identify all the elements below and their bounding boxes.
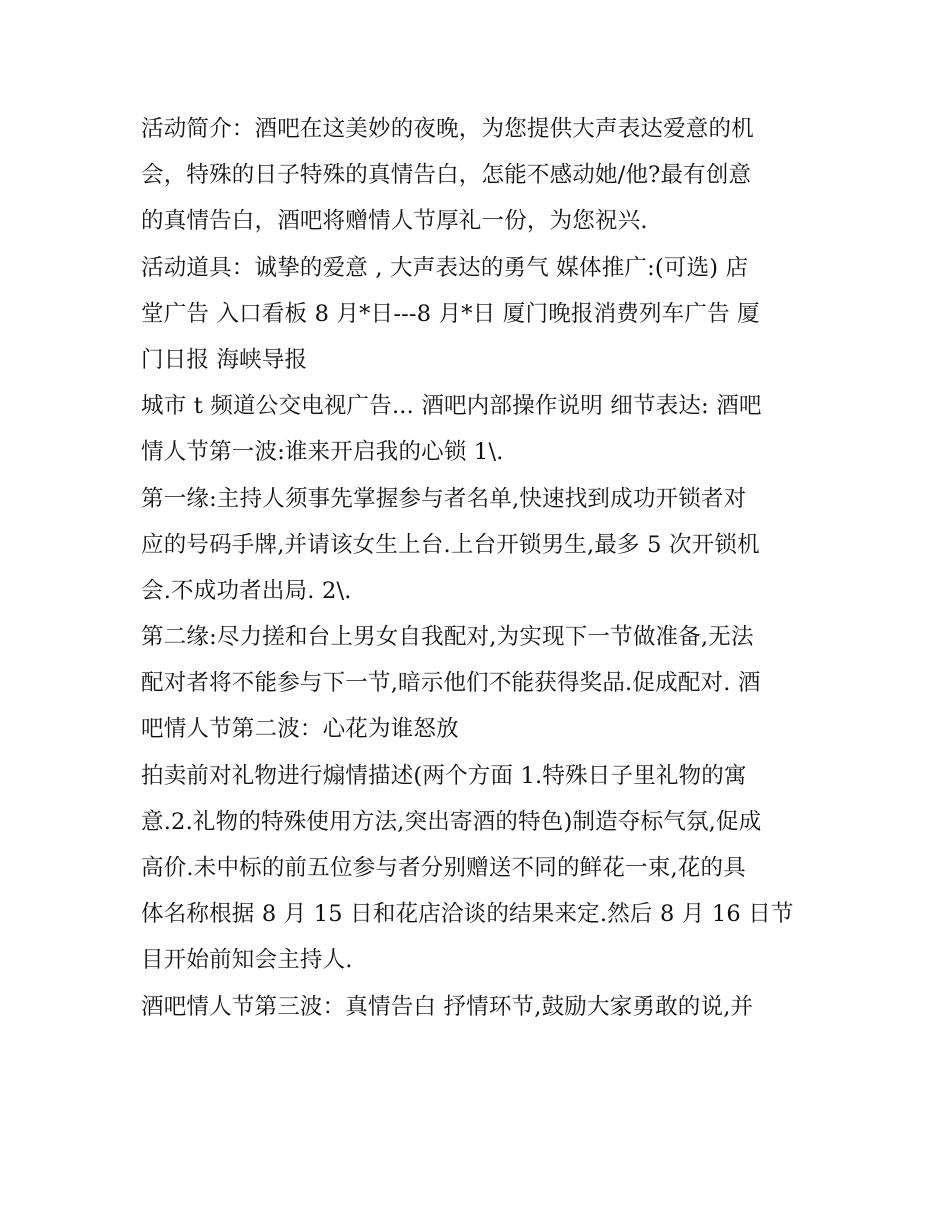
text-line: 情人节第一波:谁来开启我的心锁 1\.: [141, 439, 504, 466]
text-line: 活动道具：诚挚的爱意 , 大声表达的勇气 媒体推广:(可选) 店: [141, 254, 749, 281]
text-line: 拍卖前对礼物进行煽情描述(两个方面 1.特殊日子里礼物的寓: [141, 762, 747, 789]
text-line: 活动简介：酒吧在这美妙的夜晚，为您提供大声表达爱意的机: [141, 116, 754, 142]
text-line: 的真情告白，酒吧将赠情人节厚礼一份，为您祝兴.: [141, 208, 648, 235]
text-line: 城市 t 频道公交电视广告... 酒吧内部操作说明 细节表达: 酒吧: [141, 393, 762, 420]
text-line: 酒吧情人节第三波：真情告白 抒情环节,鼓励大家勇敢的说,并: [141, 993, 754, 1020]
text-line: 会.不成功者出局. 2\.: [141, 577, 352, 604]
text-line: 高价.未中标的前五位参与者分别赠送不同的鲜花一束,花的具: [141, 855, 746, 881]
text-line: 堂广告 入口看板 8 月*日---8 月*日 厦门晚报消费列车广告 厦: [141, 300, 760, 327]
text-line: 意.2.礼物的特殊使用方法,突出寄酒的特色)制造夺标气氛,促成: [141, 808, 762, 835]
text-line: 体名称根据 8 月 15 日和花店洽谈的结果来定.然后 8 月 16 日节: [141, 901, 794, 928]
document-body: [141, 106, 811, 1030]
text-line: 会，特殊的日子特殊的真情告白，怎能不感动她/他?最有创意: [141, 162, 752, 189]
text-line: 配对者将不能参与下一节,暗示他们不能获得奖品.促成配对. 酒: [141, 670, 761, 697]
text-line: 目开始前知会主持人.: [141, 947, 353, 974]
text-line: 吧情人节第二波：心花为谁怒放: [141, 716, 459, 743]
text-line: 第一缘:主持人须事先掌握参与者名单,快速找到成功开锁者对: [141, 485, 747, 512]
text-line: 应的号码手牌,并请该女生上台.上台开锁男生,最多 5 次开锁机: [141, 531, 760, 558]
text-line: 门日报 海峡导报: [141, 346, 308, 373]
text-line: 第二缘:尽力搓和台上男女自我配对,为实现下一节做准备,无法: [141, 624, 754, 651]
